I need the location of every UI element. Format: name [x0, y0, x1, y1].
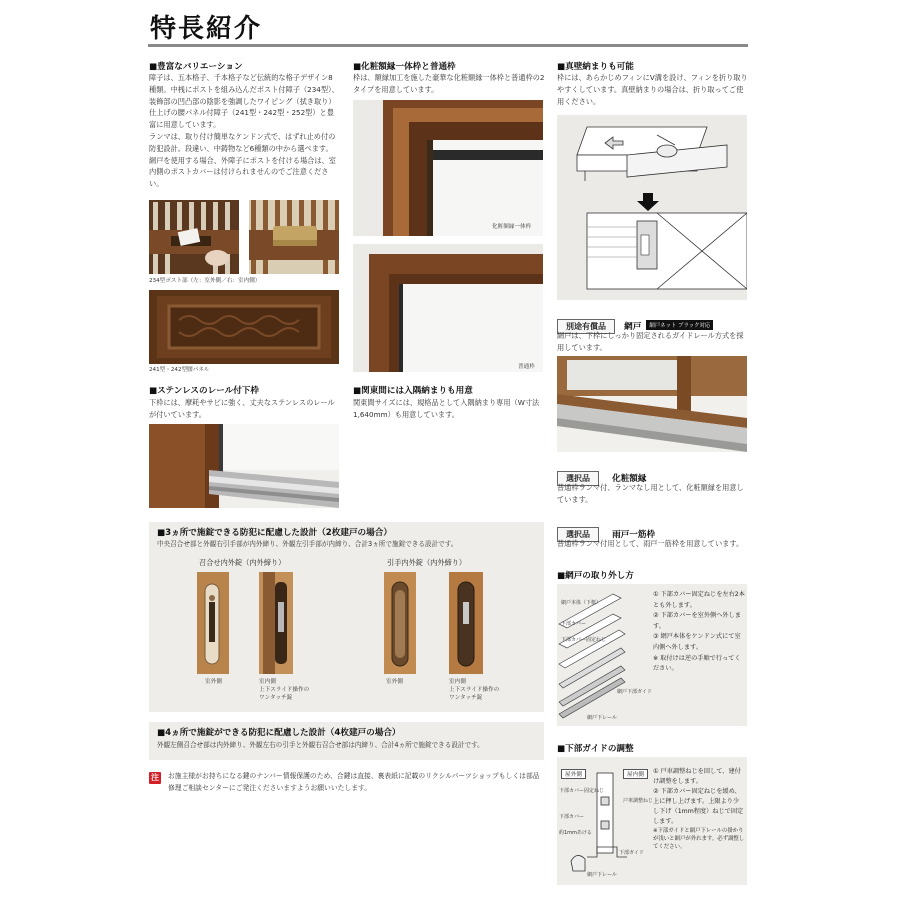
- guide-diagram: [557, 757, 747, 885]
- rail-body: 下枠には、摩耗やサビに強く、丈夫なステンレスのレールが付いています。: [149, 398, 335, 419]
- title-rule: [148, 44, 748, 47]
- remove-label-4: 網戸下部ガイド: [617, 689, 652, 695]
- post-indoor-photo: [249, 200, 339, 274]
- corner-body: 関東間サイズには、規格品として入隅納まり専用（W寸法1,640mm）も用意しています。: [353, 398, 540, 419]
- lock1-heading: ■3ヵ所で施錠できる防犯に配慮した設計（2枚建戸の場合）: [157, 528, 392, 538]
- guide-label-gap: 約1mmあける: [559, 830, 592, 836]
- opt1-body: 普通枠ランマ付、ランマなし用として、化粧額縁を用意しています。: [557, 483, 744, 504]
- opt2-body: 普通枠ランマ付用として、雨戸一筋枠を用意しています。: [557, 539, 744, 548]
- guide-outdoor: [561, 761, 586, 780]
- lock1-indoor-photo: [259, 572, 293, 674]
- guide-step-1: ① 戸車調整ねじを回して、建付け調整をします。: [653, 768, 741, 785]
- remove-step-1: ① 下部カバー固定ねじを左右2本とも外します。: [653, 591, 745, 609]
- variation-text: [149, 72, 339, 190]
- opt1-title: 化粧額縁: [612, 474, 647, 484]
- caution-mark: 注: [151, 773, 159, 782]
- remove-label-1: 網戸本体（下框）: [561, 600, 602, 606]
- lock1-group1-title: 召合せ内外錠（内外締り）: [199, 558, 286, 567]
- guide-step-2: ② 下部カバー固定ねじを緩め、上に押し上げます。上限より少し下げ（1mm程度）ねじで固定します。: [653, 788, 744, 825]
- lock2-body: 外観左側召合せ部は内外締り、外観左右の引手と外観右召合せ部は内締り、合計4ヵ所で施錠できる設計です。: [157, 741, 484, 749]
- rail-photo: [149, 424, 339, 508]
- caution-text: お施主様がお持ちになる鍵のナンバー情報保護のため、合鍵は直接、裏表紙に記載のリクシルパーツショップもしくは部品修理ご相談センターにご発注くださいますようお願いいたします。: [168, 772, 540, 792]
- opt2-title: 雨戸一筋枠: [612, 530, 656, 540]
- remove-step-3: ③ 網戸本体をケンドン式にて室内側へ外します。: [653, 633, 741, 651]
- post-caption: 234型ポスト部（左：室外側／右：室内側）: [149, 278, 261, 284]
- guide-step-note: ※下部ガイドと網戸下レールの掛かりが浅いと網戸が外れます。必ず調整してください。: [653, 828, 745, 850]
- guide-label-roller: 戸車調整ねじ: [623, 798, 654, 804]
- net-tag: 網戸ネット ブラック対応: [646, 320, 713, 330]
- frame-body: 枠は、額縁加工を施した豪華な化粧額縁一体枠と普通枠の2タイプを用意しています。: [353, 73, 545, 94]
- variation-body-2: ランマは、取り付け簡単なケンドン式で、はずれ止め付の防犯設計。段違い、中鋳物など6種類の中から選べます。網戸を使用する場合、外障子にポストを付ける場合は、室内側のポストカバーは付けられませんのでご注意ください。: [149, 131, 336, 189]
- page-title: 特長紹介: [150, 14, 263, 44]
- guide-indoor: [623, 761, 648, 780]
- lock1-outdoor-photo: [197, 572, 229, 674]
- remove-steps: [653, 590, 745, 675]
- variation-heading: ■豊富なバリエーション: [149, 62, 243, 72]
- lock2-indoor-photo: [449, 572, 483, 674]
- lock2-heading: ■4ヵ所で施錠ができる防犯に配慮した設計（4枚建戸の場合）: [157, 728, 401, 738]
- panel-caption: 241型・242型腰パネル: [149, 367, 210, 373]
- lock2-indoor-caption: 室内側 上下スライド操作の ワンタッチ錠: [449, 679, 500, 701]
- guide-heading: ■下部ガイドの調整: [557, 744, 634, 754]
- guide-label-screw: 下部カバー固定ねじ: [559, 788, 605, 794]
- lock2-outdoor-photo: [384, 572, 416, 674]
- guide-steps: [653, 767, 745, 851]
- rail-heading: ■ステンレスのレール付下枠: [149, 386, 259, 396]
- remove-label-5: 網戸下レール: [587, 715, 617, 721]
- frame-heading: ■化粧額縁一体枠と普通枠: [353, 62, 456, 72]
- corner-heading: ■関東間には入隅納まりも用意: [353, 386, 473, 396]
- shinkabe-heading: ■真壁納まりも可能: [557, 62, 634, 72]
- lock2-outdoor-caption: 室外側: [386, 679, 403, 685]
- fin-diagram: [557, 115, 747, 300]
- remove-step-2: ② 下部カバーを室外側へ外します。: [653, 612, 741, 630]
- lock1-indoor-caption: 室内側 上下スライド操作の ワンタッチ錠: [259, 679, 310, 701]
- guide-label-rail: 網戸下レール: [587, 872, 617, 878]
- variation-body: 障子は、五本格子、千本格子など伝統的な格子デザイン8種類。中桟にポストを組み込んだポスト付障子（234型）、装飾部の凹凸部の陰影を強調したワイピング（拭き取り）仕上げの腰パネル付障子（241型・242型・252型）と豊富に用意しています。: [149, 73, 339, 130]
- guide-label-guide: 下部ガイド: [619, 850, 644, 856]
- guide-label-cover: 下部カバー: [559, 814, 585, 820]
- net-title: 網戸: [624, 322, 642, 332]
- remove-step-note: ※ 取付けは逆の手順で行ってください。: [653, 654, 741, 673]
- lock-4-box: [149, 722, 544, 760]
- net-badge: 別途有償品: [557, 319, 615, 334]
- opt1-badge: 選択品: [557, 471, 599, 486]
- frame2-caption: 普通枠: [518, 364, 535, 370]
- guide-indoor-label: 屋内側: [623, 769, 648, 779]
- lock1-group2-title: 引手内外錠（内外締り）: [387, 558, 467, 567]
- panel-photo: [149, 290, 339, 364]
- decorative-frame-photo: [353, 100, 543, 236]
- normal-frame-photo: [353, 244, 543, 372]
- post-outdoor-photo: [149, 200, 239, 274]
- remove-label-2: 下部カバー: [561, 621, 587, 627]
- net-photo: [557, 356, 747, 452]
- remove-diagram: [557, 584, 747, 726]
- guide-outdoor-label: 屋外側: [561, 769, 586, 779]
- remove-label-3: 下部カバー固定ねじ: [561, 637, 607, 643]
- lock-3-box: [149, 522, 544, 712]
- lock1-outdoor-caption: 室外側: [205, 679, 222, 685]
- net-body: 網戸は、下枠にしっかり固定されるガイドレール方式を採用しています。: [557, 331, 744, 352]
- opt2-badge: 選択品: [557, 527, 599, 542]
- lock1-body: 中央召合せ部と外観右引手部が内外締り、外観左引手部が内締り、合計3ヵ所で施錠できる設計です。: [157, 540, 458, 548]
- remove-heading: ■網戸の取り外し方: [557, 571, 634, 581]
- shinkabe-body: 枠には、あらかじめフィンにV溝を設け、フィンを折り取りやすくしています。真壁納まりの場合は、折り取ってご使用ください。: [557, 73, 748, 106]
- frame1-caption: 化粧額縁一体枠: [492, 224, 532, 230]
